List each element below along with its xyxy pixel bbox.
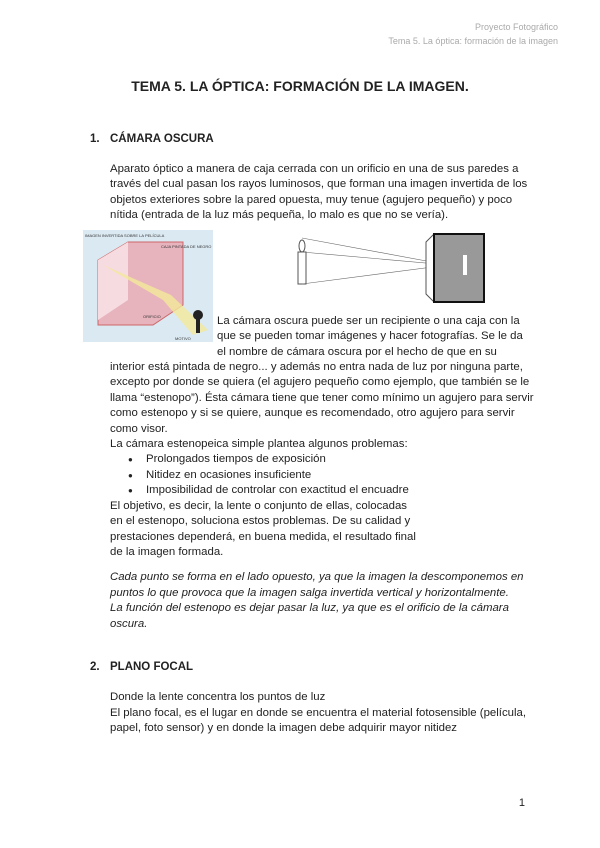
text-line: excepto por donde se quiera (el agujero pequeño como ejemplo, que también se le bbox=[110, 376, 530, 388]
text-line: interior está pintada de negro... y además no entra nada de luz por ninguna parte, bbox=[110, 361, 523, 373]
text-line: través del cual pasan los rayos luminosos, que forman una imagen invertida de los bbox=[110, 178, 528, 190]
text-line: El objetivo, es decir, la lente o conjunto de ellas, colocadas bbox=[110, 500, 407, 512]
text-line: objetos exteriores sobre la pared opuesta, muy tenue (agujero pequeño) y poco bbox=[110, 194, 513, 206]
text-line: el nombre de cámara oscura por el hecho de que en su bbox=[217, 346, 497, 358]
list-item: ● Imposibilidad de controlar con exactitud el encuadre bbox=[130, 483, 409, 498]
text-line: Donde la lente concentra los puntos de luz bbox=[110, 691, 326, 703]
pinhole-diagram bbox=[288, 230, 488, 305]
text-line: Aparato óptico a manera de caja cerrada con un orificio en una de sus paredes a bbox=[110, 163, 519, 175]
page-number: 1 bbox=[518, 797, 525, 809]
section-heading-2: 2. PLANO FOCAL bbox=[90, 661, 194, 673]
text-line: nítida (entrada de la luz más pequeña, lo malo es que no se vería). bbox=[110, 209, 449, 221]
text-line: La cámara estenopeica simple plantea algunos problemas: bbox=[110, 438, 408, 450]
text-line: llama “estenopo”). Ésta cámara tiene que tener como mínimo un agujero para servir bbox=[110, 392, 534, 404]
text-line: puntos lo que provoca que la imagen salga invertida vertical y horizontalmente. bbox=[110, 587, 509, 599]
text-line: como estenopo y si se quiere, aunque es recomendado, otro agujero para servir bbox=[110, 407, 515, 419]
text-line: Cada punto se forma en el lado opuesto, ya que la imagen la descomponemos en bbox=[110, 571, 524, 583]
text-line: oscura. bbox=[110, 618, 148, 630]
header-project: Proyecto Fotográfico bbox=[474, 22, 558, 32]
text-line: El plano focal, es el lugar en donde se encuentra el material fotosensible (película, bbox=[110, 707, 527, 719]
text-line: papel, foto sensor) y en donde la imagen debe adquirir mayor nitidez bbox=[110, 722, 457, 734]
header-topic: Tema 5. La óptica: formación de la imagen bbox=[388, 36, 558, 46]
page-title: TEMA 5. LA ÓPTICA: FORMACIÓN DE LA IMAGEN. bbox=[131, 78, 469, 94]
text-line: que se pueden tomar imágenes y hacer fotografías. Se le da bbox=[217, 330, 523, 342]
section-heading-1: 1. CÁMARA OSCURA bbox=[90, 133, 214, 145]
figure-label: ORIFICIO bbox=[143, 314, 161, 319]
figure-label: CAJA PINTADA DE NEGRO bbox=[161, 244, 212, 249]
list-item: ● Prolongados tiempos de exposición bbox=[130, 452, 326, 467]
text-line: prestaciones dependerá, en buena medida, el resultado final bbox=[110, 531, 416, 543]
text-line: La cámara oscura puede ser un recipiente o una caja con la bbox=[217, 315, 520, 327]
list-item: ● Nitidez en ocasiones insuficiente bbox=[130, 468, 311, 483]
camera-obscura-illustration bbox=[83, 230, 213, 342]
figure-label: MOTIVO bbox=[175, 336, 191, 341]
text-line: como visor. bbox=[110, 423, 168, 435]
text-line: de la imagen formada. bbox=[110, 546, 224, 558]
text-line: en el estenopo, soluciona estos problemas. De su calidad y bbox=[110, 515, 411, 527]
figure-label: IMAGEN INVERTIDA SOBRE LA PELÍCULA bbox=[85, 233, 165, 238]
text-line: La función del estenopo es dejar pasar la luz, ya que es el orificio de la cámara bbox=[110, 602, 509, 614]
